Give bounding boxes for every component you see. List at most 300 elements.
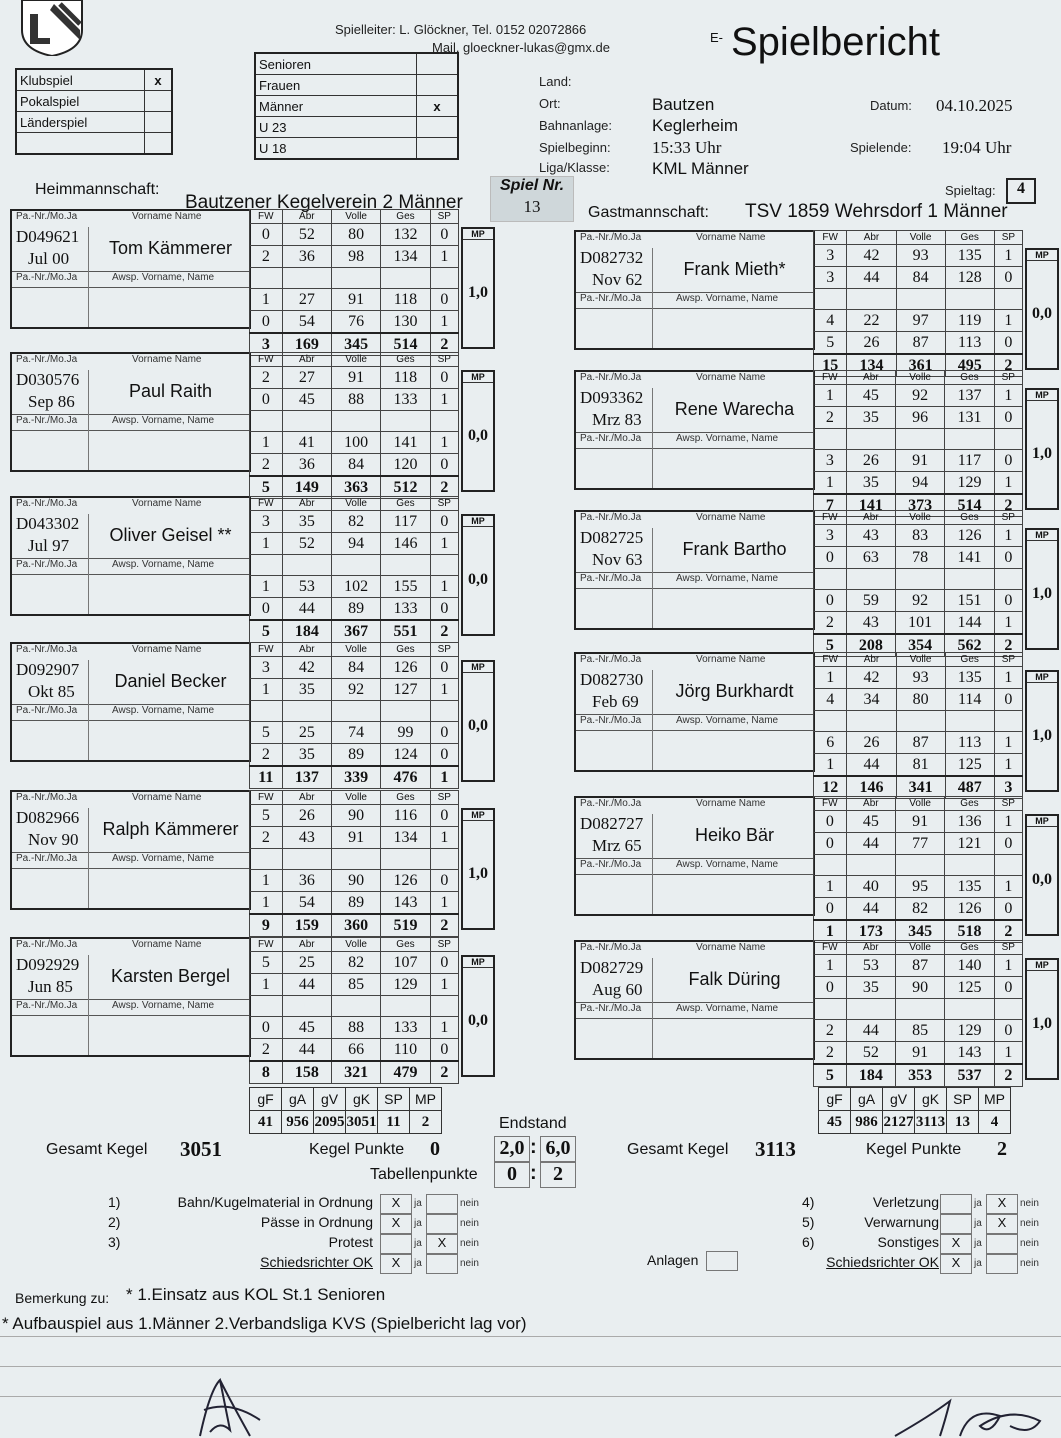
sum-cell: 361 bbox=[896, 354, 945, 377]
score-cell: 98 bbox=[331, 246, 380, 268]
score-cell: 141 bbox=[381, 432, 430, 454]
col-header: Abr bbox=[282, 210, 331, 224]
score-cell: 1 bbox=[250, 576, 283, 598]
home-gesamt-value: 3051 bbox=[180, 1137, 222, 1161]
sum-cell: 9 bbox=[250, 914, 283, 937]
score-cell: 0 bbox=[994, 689, 1022, 711]
empty-cell bbox=[814, 289, 847, 310]
divider bbox=[12, 287, 249, 288]
match-type-row bbox=[16, 91, 172, 112]
col-header: FW bbox=[250, 938, 283, 952]
empty-cell bbox=[331, 268, 380, 289]
col-header: Volle bbox=[895, 941, 944, 955]
home-mp-box bbox=[461, 660, 495, 782]
sum-cell: 537 bbox=[945, 1064, 994, 1087]
home-score-grid bbox=[249, 209, 459, 356]
score-cell: 1 bbox=[994, 876, 1022, 898]
category-box bbox=[254, 52, 459, 160]
check-nein-box[interactable]: X bbox=[986, 1214, 1018, 1234]
empty-cell bbox=[814, 711, 847, 732]
ja-label: ja bbox=[974, 1258, 982, 1269]
th: gV bbox=[314, 1088, 346, 1111]
home-player-block bbox=[10, 937, 495, 1083]
score-cell: 1 bbox=[994, 811, 1022, 833]
pnr-label: Pa.-Nr./Mo.Ja bbox=[580, 293, 642, 304]
sum-cell: 184 bbox=[846, 1064, 895, 1087]
score-cell: 2 bbox=[814, 1020, 847, 1042]
score-cell: 91 bbox=[331, 367, 380, 389]
score-cell: 0 bbox=[250, 1017, 283, 1039]
home-score-grid bbox=[249, 790, 459, 937]
home-mp-box bbox=[461, 227, 495, 349]
score-cell: 45 bbox=[282, 1017, 331, 1039]
score-spacer bbox=[250, 849, 459, 870]
check-ja-box[interactable]: X bbox=[380, 1214, 412, 1234]
player-number: D092929 bbox=[16, 955, 80, 974]
col-header: Abr bbox=[847, 653, 896, 667]
col-header: Volle bbox=[331, 938, 380, 952]
title-prefix: E- bbox=[710, 30, 723, 45]
check-ja-box[interactable]: X bbox=[380, 1254, 412, 1274]
check-number: 3) bbox=[108, 1234, 121, 1250]
guest-score-grid bbox=[813, 940, 1023, 1087]
sum-cell: 514 bbox=[381, 333, 430, 356]
bahn-label: Bahnanlage: bbox=[539, 118, 613, 133]
check-nein-box[interactable] bbox=[426, 1254, 458, 1274]
check-ja-box[interactable]: X bbox=[940, 1254, 972, 1274]
score-cell: 129 bbox=[945, 472, 994, 495]
score-cell: 129 bbox=[381, 974, 430, 996]
player-name: Falk Düring bbox=[688, 969, 781, 989]
col-header: SP bbox=[994, 371, 1022, 385]
score-cell: 0 bbox=[994, 590, 1022, 612]
empty-cell bbox=[430, 849, 458, 870]
col-header: FW bbox=[814, 797, 847, 811]
player-name: Daniel Becker bbox=[114, 671, 227, 691]
score-cell: 26 bbox=[847, 732, 896, 754]
score-cell: 1 bbox=[430, 827, 458, 849]
score-sum bbox=[814, 1064, 1023, 1087]
score-cell: 121 bbox=[945, 833, 994, 855]
score-row bbox=[814, 898, 1023, 921]
score-row bbox=[814, 407, 1023, 429]
tab-guest: 2 bbox=[540, 1162, 576, 1188]
score-cell: 92 bbox=[331, 679, 380, 701]
score-cell: 91 bbox=[895, 1042, 944, 1065]
col-header: SP bbox=[430, 938, 458, 952]
ort-label: Ort: bbox=[539, 96, 561, 111]
guest-score-grid bbox=[813, 796, 1023, 943]
divider bbox=[576, 1018, 813, 1019]
check-nein-box[interactable]: X bbox=[986, 1194, 1018, 1214]
totals-values bbox=[819, 1111, 1011, 1134]
score-cell: 1 bbox=[814, 667, 847, 689]
check-ja-box[interactable]: X bbox=[940, 1234, 972, 1254]
sum-cell: 5 bbox=[250, 476, 283, 499]
tv: 2 bbox=[410, 1111, 442, 1134]
score-cell: 27 bbox=[282, 367, 331, 389]
score-cell: 1 bbox=[994, 472, 1022, 495]
endstand-label: Endstand bbox=[499, 1115, 567, 1132]
empty-cell bbox=[994, 711, 1022, 732]
land-label: Land: bbox=[539, 74, 572, 89]
score-cell: 36 bbox=[282, 454, 331, 477]
awsp-label: Awsp. Vorname, Name bbox=[112, 272, 215, 283]
check-ja-box[interactable] bbox=[380, 1234, 412, 1254]
col-header: Ges bbox=[381, 210, 430, 224]
score-cell: 141 bbox=[945, 547, 994, 569]
player-number: D093362 bbox=[580, 388, 644, 407]
spieltag-value: 4 bbox=[1006, 178, 1036, 204]
score-cell: 1 bbox=[994, 245, 1022, 267]
home-player-block bbox=[10, 209, 495, 355]
home-player-info bbox=[10, 642, 251, 762]
tv: 986 bbox=[851, 1111, 883, 1134]
sum-cell: 2 bbox=[994, 634, 1022, 657]
player-name: Oliver Geisel ** bbox=[109, 525, 232, 545]
mp-value: 1,0 bbox=[1032, 1015, 1052, 1032]
score-cell: 113 bbox=[945, 332, 994, 355]
score-cell: 1 bbox=[430, 679, 458, 701]
home-player-info bbox=[10, 209, 251, 329]
empty-cell bbox=[430, 701, 458, 722]
empty-cell bbox=[430, 996, 458, 1017]
score-cell: 130 bbox=[381, 311, 430, 334]
home-player-block bbox=[10, 790, 495, 936]
col-header: Volle bbox=[895, 511, 944, 525]
col-header: SP bbox=[994, 941, 1022, 955]
check-label: Verletzung bbox=[872, 1194, 939, 1210]
score-cell: 125 bbox=[945, 977, 994, 999]
empty-cell bbox=[945, 999, 994, 1020]
awsp-label: Awsp. Vorname, Name bbox=[112, 415, 215, 426]
score-spacer bbox=[250, 701, 459, 722]
score-cell: 22 bbox=[847, 310, 896, 332]
pnr-label: Pa.-Nr./Mo.Ja bbox=[580, 232, 642, 243]
tv: 2127 bbox=[883, 1111, 915, 1134]
check-nein-box[interactable] bbox=[426, 1214, 458, 1234]
score-cell: 3 bbox=[814, 525, 847, 547]
pnr-label: Pa.-Nr./Mo.Ja bbox=[580, 1003, 642, 1014]
col-header: Ges bbox=[381, 353, 430, 367]
remark-label: Bemerkung zu: bbox=[15, 1290, 110, 1306]
score-cell: 34 bbox=[847, 689, 896, 711]
col-header: Ges bbox=[945, 653, 994, 667]
score-row bbox=[250, 805, 459, 827]
awsp-label: Awsp. Vorname, Name bbox=[112, 1000, 215, 1011]
score-cell: 45 bbox=[282, 389, 331, 411]
empty-cell bbox=[331, 996, 380, 1017]
player-birth: Sep 86 bbox=[28, 392, 75, 411]
score-cell: 126 bbox=[381, 657, 430, 679]
pnr-label: Pa.-Nr./Mo.Ja bbox=[16, 415, 78, 426]
player-name: Paul Raith bbox=[128, 381, 213, 401]
home-team-name: Bautzener Kegelverein 2 Männer bbox=[185, 192, 463, 213]
name-label: Vorname Name bbox=[696, 798, 766, 809]
anlagen-label: Anlagen bbox=[647, 1252, 699, 1268]
col-header: Volle bbox=[331, 643, 380, 657]
score-cell: 1 bbox=[994, 754, 1022, 777]
sum-cell: 159 bbox=[282, 914, 331, 937]
anlagen-box[interactable] bbox=[706, 1251, 738, 1271]
divider bbox=[12, 720, 249, 721]
sum-cell: 360 bbox=[331, 914, 380, 937]
score-cell: 5 bbox=[250, 805, 283, 827]
divider bbox=[576, 730, 813, 731]
col-header: Abr bbox=[282, 938, 331, 952]
score-spacer bbox=[814, 999, 1023, 1020]
col-header: Ges bbox=[945, 231, 994, 245]
score-cell: 76 bbox=[331, 311, 380, 334]
score-sum bbox=[250, 766, 459, 789]
mp-label: MP bbox=[1027, 672, 1057, 683]
score-cell: 1 bbox=[250, 870, 283, 892]
sum-cell: 2 bbox=[430, 914, 458, 937]
score-cell: 128 bbox=[945, 267, 994, 289]
score-cell: 80 bbox=[896, 689, 945, 711]
score-sep: : bbox=[530, 1136, 537, 1158]
page-title: Spielbericht bbox=[731, 20, 941, 64]
score-cell: 117 bbox=[945, 450, 994, 472]
check-nein-box[interactable] bbox=[986, 1254, 1018, 1274]
col-header: FW bbox=[250, 210, 283, 224]
player-number: D082966 bbox=[16, 808, 80, 827]
score-cell: 1 bbox=[994, 310, 1022, 332]
col-header: Ges bbox=[381, 643, 430, 657]
score-cell: 40 bbox=[846, 876, 895, 898]
guest-player-info bbox=[574, 370, 815, 490]
col-header: Volle bbox=[331, 791, 380, 805]
score-cell: 110 bbox=[381, 1039, 430, 1062]
awsp-label: Awsp. Vorname, Name bbox=[676, 859, 779, 870]
score-cell: 2 bbox=[250, 827, 283, 849]
home-signature bbox=[190, 1370, 270, 1438]
divider bbox=[576, 588, 813, 589]
score-cell: 120 bbox=[381, 454, 430, 477]
player-name: Ralph Kämmerer bbox=[102, 819, 239, 839]
score-row bbox=[814, 1020, 1023, 1042]
tv: 3113 bbox=[915, 1111, 947, 1134]
score-cell: 118 bbox=[381, 367, 430, 389]
score-cell: 124 bbox=[381, 744, 430, 767]
score-row bbox=[814, 450, 1023, 472]
col-header: SP bbox=[994, 653, 1022, 667]
score-cell: 144 bbox=[945, 612, 994, 635]
score-cell: 133 bbox=[381, 389, 430, 411]
mp-label: MP bbox=[463, 516, 493, 527]
awsp-label: Awsp. Vorname, Name bbox=[676, 293, 779, 304]
score-home: 2,0 bbox=[494, 1136, 530, 1162]
score-spacer bbox=[250, 996, 459, 1017]
nein-label: nein bbox=[460, 1258, 479, 1269]
score-cell: 0 bbox=[250, 311, 283, 334]
score-cell: 91 bbox=[895, 450, 944, 472]
score-cell: 52 bbox=[282, 533, 331, 555]
col-header: Volle bbox=[895, 797, 944, 811]
score-cell: 0 bbox=[994, 898, 1022, 921]
sum-cell: 363 bbox=[331, 476, 380, 499]
score-cell: 1 bbox=[430, 389, 458, 411]
score-cell: 35 bbox=[846, 977, 895, 999]
home-mp-box bbox=[461, 514, 495, 636]
check-label: Schiedsrichter OK bbox=[260, 1254, 373, 1270]
score-row bbox=[814, 977, 1023, 999]
empty-cell bbox=[814, 855, 847, 876]
score-cell: 4 bbox=[814, 689, 847, 711]
score-cell: 1 bbox=[814, 754, 847, 777]
liga-value: KML Männer bbox=[652, 159, 749, 178]
score-cell: 118 bbox=[381, 289, 430, 311]
tab-sep: : bbox=[530, 1162, 537, 1184]
col-header: SP bbox=[994, 231, 1022, 245]
category-mark bbox=[417, 75, 459, 96]
empty-cell bbox=[282, 701, 331, 722]
score-cell: 90 bbox=[331, 870, 380, 892]
score-row bbox=[250, 367, 459, 389]
guest-score-grid bbox=[813, 652, 1023, 799]
score-row bbox=[250, 892, 459, 915]
empty-cell bbox=[331, 849, 380, 870]
score-cell: 1 bbox=[430, 311, 458, 334]
score-cell: 82 bbox=[895, 898, 944, 921]
score-row bbox=[250, 454, 459, 477]
mp-label: MP bbox=[463, 810, 493, 821]
divider bbox=[88, 227, 89, 327]
empty-cell bbox=[945, 429, 994, 450]
score-cell: 135 bbox=[945, 876, 994, 898]
score-cell: 155 bbox=[381, 576, 430, 598]
guest-player-block bbox=[574, 652, 1059, 798]
score-cell: 44 bbox=[846, 898, 895, 921]
score-cell: 91 bbox=[331, 827, 380, 849]
score-cell: 26 bbox=[847, 332, 896, 355]
score-cell: 53 bbox=[282, 576, 331, 598]
sum-cell: 512 bbox=[381, 476, 430, 499]
score-cell: 0 bbox=[430, 744, 458, 767]
ort-value: Bautzen bbox=[652, 95, 715, 114]
col-header: FW bbox=[250, 643, 283, 657]
empty-cell bbox=[331, 555, 380, 576]
col-header: Abr bbox=[846, 797, 895, 811]
col-header: Abr bbox=[846, 511, 895, 525]
col-header: SP bbox=[430, 791, 458, 805]
check-nein-box[interactable]: X bbox=[426, 1234, 458, 1254]
score-cell: 0 bbox=[994, 1020, 1022, 1042]
th: gF bbox=[250, 1088, 282, 1111]
check-ja-box[interactable] bbox=[940, 1194, 972, 1214]
pnr-label: Pa.-Nr./Mo.Ja bbox=[16, 853, 78, 864]
check-ja-box[interactable] bbox=[940, 1214, 972, 1234]
guest-player-info bbox=[574, 230, 815, 350]
ende-label: Spielende: bbox=[850, 140, 912, 155]
guest-player-info bbox=[574, 940, 815, 1060]
spiel-nr-label: Spiel Nr. bbox=[499, 177, 565, 194]
guest-player-block bbox=[574, 940, 1059, 1086]
score-cell: 133 bbox=[381, 1017, 430, 1039]
score-cell: 1 bbox=[430, 974, 458, 996]
check-number: 5) bbox=[802, 1214, 815, 1230]
awsp-label: Awsp. Vorname, Name bbox=[112, 705, 215, 716]
category-mark: x bbox=[417, 96, 459, 117]
sum-cell: 137 bbox=[282, 766, 331, 789]
category-row bbox=[255, 75, 458, 96]
guest-mp-box bbox=[1025, 248, 1059, 370]
score-cell: 27 bbox=[282, 289, 331, 311]
empty-cell bbox=[381, 555, 430, 576]
check-nein-box[interactable] bbox=[426, 1194, 458, 1214]
divider bbox=[88, 370, 89, 470]
sum-cell: 2 bbox=[994, 920, 1022, 943]
score-cell: 0 bbox=[430, 289, 458, 311]
datum-label: Datum: bbox=[870, 98, 912, 113]
sum-cell: 5 bbox=[250, 620, 283, 643]
match-type-label: Pokalspiel bbox=[16, 91, 145, 112]
col-header: FW bbox=[814, 371, 847, 385]
tv: 4 bbox=[979, 1111, 1011, 1134]
empty-cell bbox=[282, 555, 331, 576]
nein-label: nein bbox=[1020, 1258, 1039, 1269]
sum-cell: 141 bbox=[846, 494, 895, 517]
player-birth: Aug 60 bbox=[592, 980, 643, 999]
bahn-value: Keglerheim bbox=[652, 116, 738, 135]
score-cell: 0 bbox=[430, 598, 458, 621]
empty-cell bbox=[994, 999, 1022, 1020]
tv: 2095 bbox=[314, 1111, 346, 1134]
score-cell: 42 bbox=[847, 245, 896, 267]
guest-mp-box bbox=[1025, 814, 1059, 936]
check-nein-box[interactable] bbox=[986, 1234, 1018, 1254]
home-mp-box bbox=[461, 955, 495, 1077]
home-score-grid bbox=[249, 496, 459, 643]
score-cell: 44 bbox=[282, 1039, 331, 1062]
score-cell: 1 bbox=[814, 876, 847, 898]
sum-cell: 2 bbox=[430, 620, 458, 643]
score-row bbox=[250, 1039, 459, 1062]
empty-cell bbox=[282, 996, 331, 1017]
score-cell: 85 bbox=[895, 1020, 944, 1042]
col-header: FW bbox=[814, 511, 847, 525]
guest-score-grid bbox=[813, 510, 1023, 657]
player-number: D092907 bbox=[16, 660, 80, 679]
score-cell: 0 bbox=[430, 367, 458, 389]
guest-score-grid bbox=[813, 370, 1023, 517]
score-cell: 0 bbox=[814, 898, 847, 921]
empty-cell bbox=[846, 569, 895, 590]
score-cell: 0 bbox=[994, 977, 1022, 999]
liga-label: Liga/Klasse: bbox=[539, 160, 610, 175]
col-header: Volle bbox=[896, 653, 945, 667]
sum-cell: 562 bbox=[945, 634, 994, 657]
sum-cell: 12 bbox=[814, 776, 847, 799]
sum-cell: 487 bbox=[945, 776, 994, 799]
score-cell: 84 bbox=[331, 454, 380, 477]
score-cell: 44 bbox=[847, 267, 896, 289]
divider bbox=[12, 430, 249, 431]
score-sum bbox=[250, 914, 459, 937]
empty-cell bbox=[846, 429, 895, 450]
player-number: D043302 bbox=[16, 514, 80, 533]
score-cell: 53 bbox=[846, 955, 895, 977]
score-cell: 3 bbox=[814, 267, 847, 289]
empty-cell bbox=[994, 289, 1022, 310]
home-score-grid bbox=[249, 352, 459, 499]
check-ja-box[interactable]: X bbox=[380, 1194, 412, 1214]
empty-cell bbox=[945, 289, 994, 310]
divider bbox=[652, 958, 653, 1058]
sum-cell: 353 bbox=[895, 1064, 944, 1087]
score-cell: 92 bbox=[895, 385, 944, 407]
guest-player-block bbox=[574, 796, 1059, 942]
